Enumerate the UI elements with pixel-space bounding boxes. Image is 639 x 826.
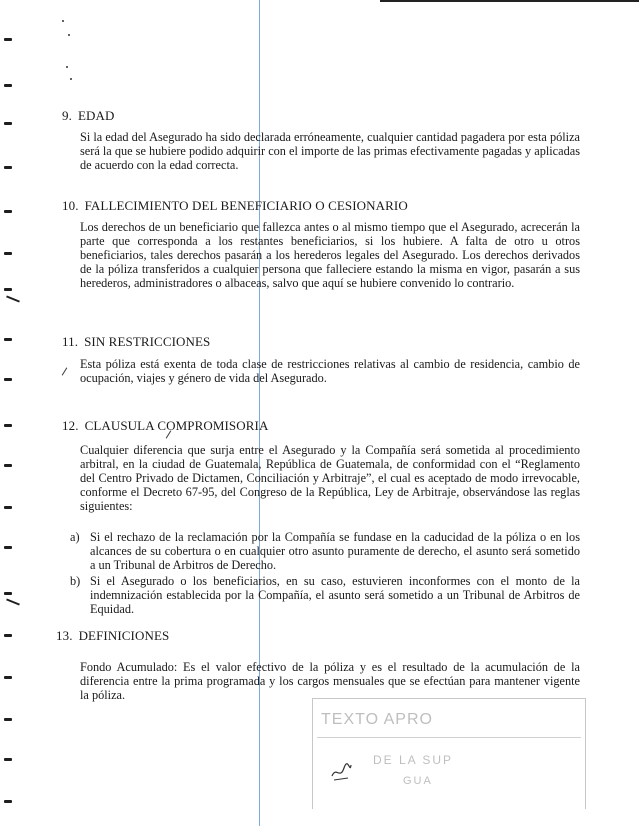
margin-dash — [4, 288, 12, 291]
margin-dash — [4, 800, 12, 803]
margin-dash — [4, 506, 12, 509]
signature-mark — [330, 762, 352, 782]
section-paragraph: Cualquier diferencia que surja entre el Asegurado y la Compañía será sometida al procedimiento arbitral, en la ciudad de Guatemala, República de Guatemala, de conformidad con el “Reglamento del Centro Privado de Dictamen, Conciliación y Arbitraje”, el cual es aceptado de modo irrevocable, conforme el Decreto 67-95, del Congreso de la República, Ley de Arbitraje, observándose las reglas siguientes: — [80, 443, 580, 513]
margin-dash — [4, 634, 12, 637]
margin-dash — [4, 718, 12, 721]
margin-dash — [4, 464, 12, 467]
section-heading-10 — [62, 198, 408, 214]
section-title: CLAUSULA COMPROMISORIA — [84, 418, 269, 433]
scan-speck — [68, 34, 70, 36]
section-title: DEFINICIONES — [78, 628, 170, 643]
margin-dash — [4, 210, 12, 213]
scan-guide-line — [259, 0, 260, 826]
section-number: 9. — [62, 108, 72, 123]
section-paragraph: Esta póliza está exenta de toda clase de restricciones relativas al cambio de residencia, cambio de ocupación, viajes y género de vida del Asegurado. — [80, 357, 580, 385]
ink-mark — [62, 367, 68, 375]
list-marker: a) — [70, 530, 80, 544]
scan-speck — [66, 66, 68, 68]
section-number: 12. — [62, 418, 79, 433]
section-title: FALLECIMIENTO DEL BENEFICIARIO O CESIONARIO — [84, 198, 408, 213]
stamp-text: DE LA SUP — [373, 753, 454, 767]
list-item-text: Si el Asegurado o los beneficiarios, en su caso, estuvieren inconformes con el monto de la indemnización establecida por la Compañía, el asunto será sometido a un Tribunal de Arbitros de Equidad. — [90, 574, 580, 616]
list-item — [70, 574, 580, 616]
margin-dash — [4, 758, 12, 761]
approval-stamp — [312, 698, 586, 809]
stamp-rule — [317, 737, 581, 738]
list-item-text: Si el rechazo de la reclamación por la Compañía se fundase en la caducidad de la póliza o en los alcances de su cobertura o en cualquier otro asunto puramente de derecho, el asunto será sometido a un Tribunal de Arbitros de Derecho. — [90, 530, 580, 572]
rules-list — [70, 530, 580, 618]
margin-dash — [4, 676, 12, 679]
section-paragraph: Si la edad del Asegurado ha sido declarada erróneamente, cualquier cantidad pagadera por esta póliza será la que se hubiere podido adquirir con el importe de las primas efectivamente pagadas y aplicadas de acuerdo con la edad correcta. — [80, 130, 580, 172]
section-number: 13. — [56, 628, 73, 643]
stamp-text: GUA — [403, 775, 433, 787]
section-title: EDAD — [77, 108, 115, 123]
list-item — [70, 530, 580, 572]
margin-dash — [4, 424, 12, 427]
margin-dash — [4, 38, 12, 41]
section-number: 10. — [62, 198, 79, 213]
section-heading-9 — [62, 108, 114, 124]
section-heading-12 — [62, 418, 268, 434]
scan-speck — [70, 78, 72, 80]
margin-dash — [4, 122, 12, 125]
margin-dash — [4, 592, 12, 595]
list-marker: b) — [70, 574, 81, 588]
margin-dash — [4, 378, 12, 381]
stamp-text: TEXTO APRO — [321, 711, 433, 728]
section-title: SIN RESTRICCIONES — [84, 334, 211, 349]
scan-speck — [62, 20, 64, 22]
margin-tick — [6, 598, 20, 605]
margin-dash — [4, 166, 12, 169]
margin-dash — [4, 338, 12, 341]
margin-dash — [4, 546, 12, 549]
margin-dash — [4, 84, 12, 87]
section-number: 11. — [62, 334, 79, 349]
section-paragraph: Fondo Acumulado: Es el valor efectivo de la póliza y es el resultado de la acumulación de la diferencia entre la prima programada y los cargos mensuales que se efectúan para mantener vigente la póliza. — [80, 660, 580, 702]
top-edge-line — [380, 0, 639, 2]
margin-dash — [4, 252, 12, 255]
section-paragraph: Los derechos de un beneficiario que fallezca antes o al mismo tiempo que el Asegurado, acrecerán la parte que corresponda a los restantes beneficiarios, si los hubiere. A falta de otro u otros beneficiarios, tales derechos pasarán a los herederos legales del Asegurado. Los derechos derivados de la póliza transferidos a cualquier persona que falleciere estando la misma en vigor, pasarán a sus herederos, administradores o albaceas, salvo que aquí se hubiere convenido lo contrario. — [80, 220, 580, 290]
section-heading-11 — [62, 334, 210, 350]
margin-tick — [6, 295, 20, 302]
section-heading-13 — [56, 628, 169, 644]
